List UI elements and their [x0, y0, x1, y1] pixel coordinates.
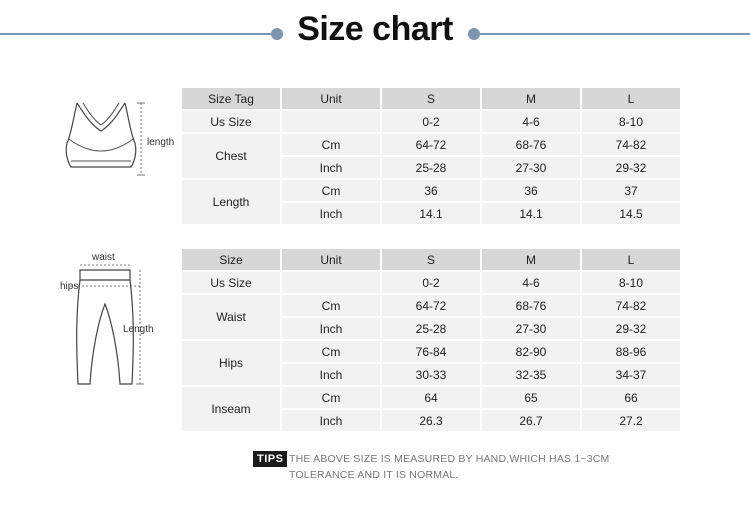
page-title: Size chart	[297, 10, 453, 48]
unit-cell: Cm	[282, 341, 380, 362]
empty-cell	[282, 272, 380, 293]
size-l-header: L	[582, 249, 680, 270]
value-cell: 68-76	[482, 134, 580, 155]
value-cell: 8-10	[582, 272, 680, 293]
unit-header: Unit	[282, 88, 380, 109]
leggings-waist-label: waist	[92, 252, 115, 263]
unit-header: Unit	[282, 249, 380, 270]
value-cell: 34-37	[582, 364, 680, 385]
value-cell: 0-2	[382, 111, 480, 132]
value-cell: 26.7	[482, 410, 580, 431]
table-row	[182, 295, 680, 316]
leggings-length-label: Length	[123, 324, 154, 335]
value-cell: 14.5	[582, 203, 680, 224]
value-cell: 25-28	[382, 157, 480, 178]
size-s-header: S	[382, 88, 480, 109]
value-cell: 37	[582, 180, 680, 201]
value-cell: 0-2	[382, 272, 480, 293]
value-cell: 64	[382, 387, 480, 408]
sports-bra-illustration	[55, 95, 155, 185]
value-cell: 14.1	[382, 203, 480, 224]
value-cell: 82-90	[482, 341, 580, 362]
value-cell: 88-96	[582, 341, 680, 362]
size-header: Size	[182, 249, 280, 270]
unit-cell: Cm	[282, 295, 380, 316]
unit-cell: Cm	[282, 387, 380, 408]
title-dot-left	[271, 28, 283, 40]
title-rule-right	[478, 33, 750, 35]
waist-label: Waist	[182, 295, 280, 339]
size-m-header: M	[482, 88, 580, 109]
value-cell: 74-82	[582, 295, 680, 316]
value-cell: 64-72	[382, 295, 480, 316]
value-cell: 25-28	[382, 318, 480, 339]
value-cell: 8-10	[582, 111, 680, 132]
unit-cell: Inch	[282, 318, 380, 339]
title-rule-left	[0, 33, 272, 35]
hips-label: Hips	[182, 341, 280, 385]
unit-cell: Inch	[282, 364, 380, 385]
value-cell: 27.2	[582, 410, 680, 431]
value-cell: 27-30	[482, 157, 580, 178]
value-cell: 36	[482, 180, 580, 201]
table-row	[182, 341, 680, 362]
value-cell: 36	[382, 180, 480, 201]
table-row	[182, 111, 680, 132]
bra-length-label: length	[147, 137, 175, 148]
value-cell: 29-32	[582, 318, 680, 339]
value-cell: 65	[482, 387, 580, 408]
chest-label: Chest	[182, 134, 280, 178]
value-cell: 64-72	[382, 134, 480, 155]
us-size-label: Us Size	[182, 272, 280, 293]
leggings-hips-label: hips	[60, 281, 79, 292]
table-row	[182, 387, 680, 408]
size-s-header: S	[382, 249, 480, 270]
table-row	[182, 180, 680, 201]
inseam-label: Inseam	[182, 387, 280, 431]
table-row	[182, 134, 680, 155]
value-cell: 68-76	[482, 295, 580, 316]
table-header-row	[182, 88, 680, 109]
table-header-row	[182, 249, 680, 270]
tips-badge: TIPS	[253, 451, 287, 467]
size-m-header: M	[482, 249, 580, 270]
us-size-label: Us Size	[182, 111, 280, 132]
value-cell: 76-84	[382, 341, 480, 362]
bottom-size-table	[180, 247, 682, 433]
empty-cell	[282, 111, 380, 132]
unit-cell: Inch	[282, 410, 380, 431]
value-cell: 27-30	[482, 318, 580, 339]
unit-cell: Inch	[282, 157, 380, 178]
unit-cell: Cm	[282, 134, 380, 155]
size-l-header: L	[582, 88, 680, 109]
table-row	[182, 272, 680, 293]
value-cell: 26.3	[382, 410, 480, 431]
value-cell: 74-82	[582, 134, 680, 155]
value-cell: 32-35	[482, 364, 580, 385]
length-label: Length	[182, 180, 280, 224]
value-cell: 4-6	[482, 111, 580, 132]
value-cell: 4-6	[482, 272, 580, 293]
unit-cell: Cm	[282, 180, 380, 201]
value-cell: 30-33	[382, 364, 480, 385]
size-tag-header: Size Tag	[182, 88, 280, 109]
top-size-table	[180, 86, 682, 226]
value-cell: 29-32	[582, 157, 680, 178]
tips-text: THE ABOVE SIZE IS MEASURED BY HAND,WHICH HAS 1~3CM TOLERANCE AND IT IS NORMAL.	[289, 453, 610, 481]
value-cell: 14.1	[482, 203, 580, 224]
unit-cell: Inch	[282, 203, 380, 224]
value-cell: 66	[582, 387, 680, 408]
